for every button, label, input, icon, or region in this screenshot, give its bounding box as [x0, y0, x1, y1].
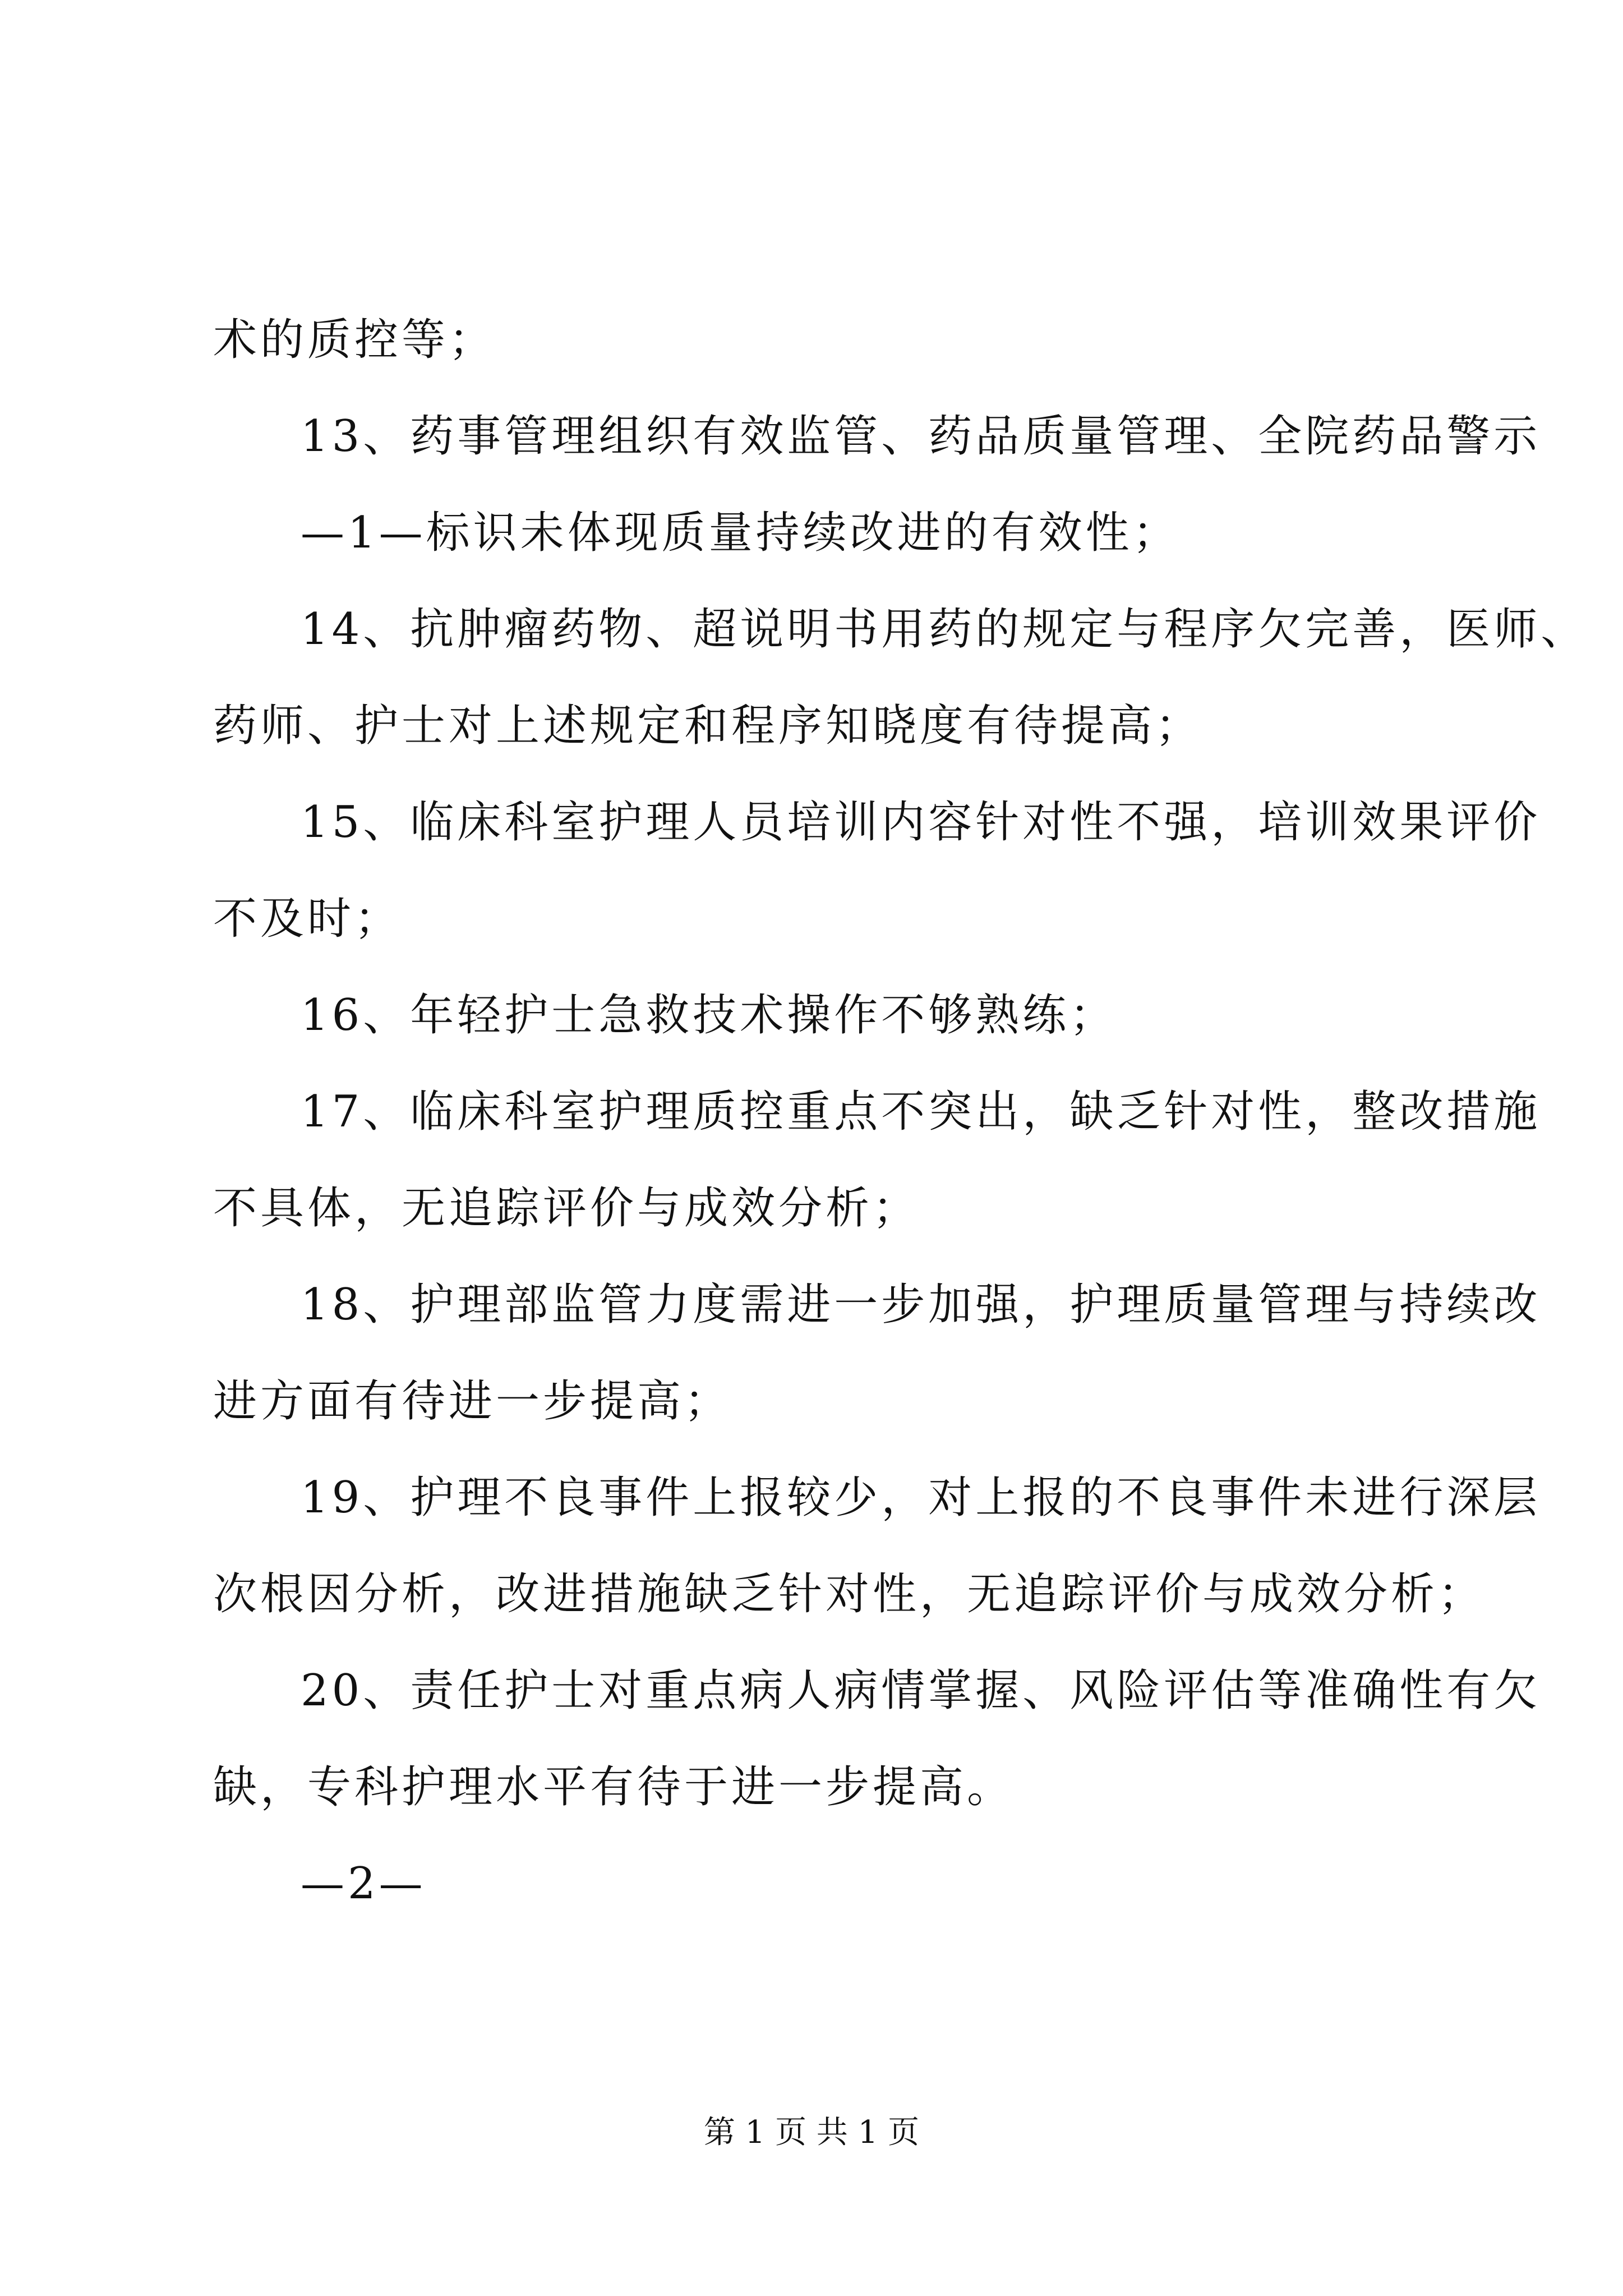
text-line: 13、药事管理组织有效监管、药品质量管理、全院药品警示 [301, 411, 1541, 462]
page-footer: 第 1 页 共 1 页 [703, 2114, 920, 2151]
text-line: 15、临床科室护理人员培训内容针对性不强，培训效果评价 [301, 797, 1541, 848]
text-line: 不及时； [213, 894, 402, 944]
text-line: 18、护理部监管力度需进一步加强，护理质量管理与持续改 [301, 1280, 1541, 1330]
document-body [213, 292, 1588, 1932]
page-number-marker: —2— [301, 1858, 426, 1909]
text-line: 14、抗肿瘤药物、超说明书用药的规定与程序欠完善，医师、 [301, 604, 1588, 655]
text-line: 20、责任护士对重点病人病情掌握、风险评估等准确性有欠 [301, 1665, 1541, 1716]
text-line: —1—标识未体现质量持续改进的有效性； [301, 508, 1180, 558]
text-line: 17、临床科室护理质控重点不突出，缺乏针对性，整改措施 [301, 1087, 1541, 1137]
text-line: 16、年轻护士急救技术操作不够熟练； [301, 990, 1117, 1041]
text-line: 19、护理不良事件上报较少，对上报的不良事件未进行深层 [301, 1473, 1541, 1523]
text-line: 进方面有待进一步提高； [213, 1376, 732, 1427]
text-line: 不具体，无追踪评价与成效分析； [213, 1183, 920, 1234]
text-line: 术的质控等； [213, 315, 496, 365]
text-line: 药师、护士对上述规定和程序知晓度有待提高； [213, 701, 1203, 751]
text-line: 次根因分析，改进措施缺乏针对性，无追踪评价与成效分析； [213, 1569, 1486, 1619]
text-line: 缺，专科护理水平有待于进一步提高。 [213, 1762, 1015, 1812]
